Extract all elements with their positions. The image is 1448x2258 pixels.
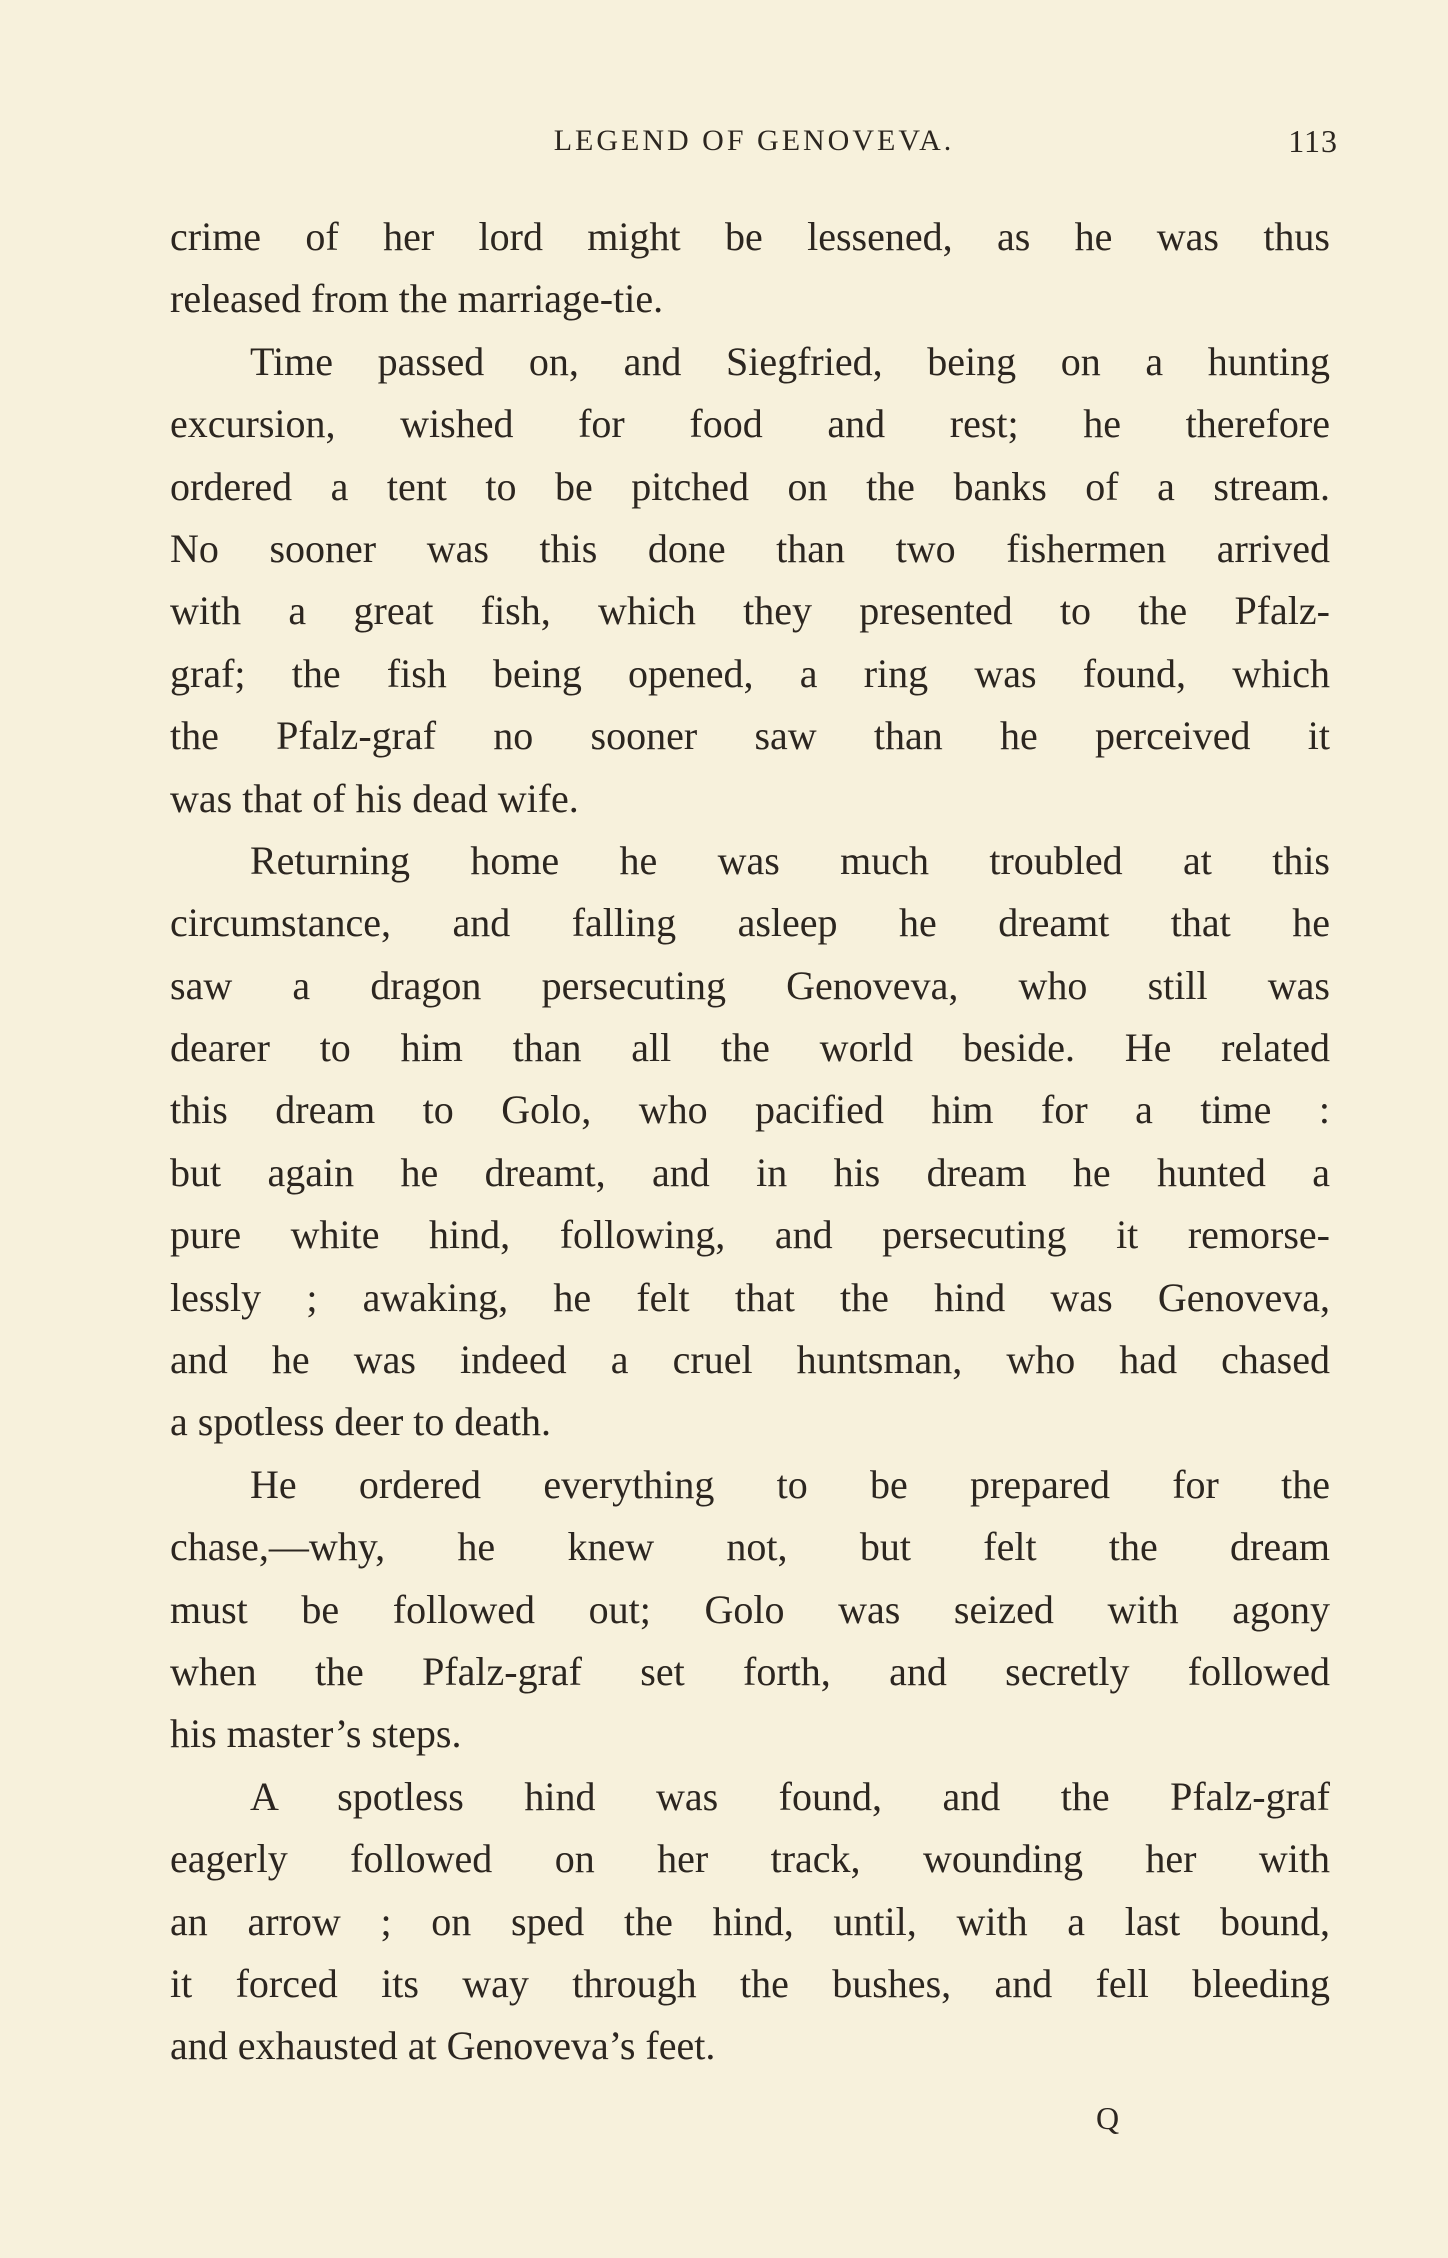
text-line: A spotless hind was found, and the Pfalz-graf bbox=[250, 1773, 1330, 1819]
text-line: Returning home he was much troubled at this bbox=[250, 837, 1330, 883]
text-line: released from the marriage-tie. bbox=[170, 276, 664, 322]
text-line: Time passed on, and Siegfried, being on a hunting bbox=[250, 338, 1330, 384]
text-line: when the Pfalz-graf set forth, and secretly followed bbox=[170, 1648, 1330, 1694]
text-line: this dream to Golo, who pacified him for a time : bbox=[170, 1087, 1330, 1133]
text-line: and he was indeed a cruel huntsman, who had chased bbox=[170, 1337, 1330, 1383]
text-line: He ordered everything to be prepared for the bbox=[250, 1461, 1330, 1507]
text-line: circumstance, and falling asleep he dreamt that he bbox=[170, 900, 1330, 946]
text-line: his master’s steps. bbox=[170, 1711, 462, 1757]
running-head bbox=[170, 116, 1338, 166]
page-number: 113 bbox=[1288, 123, 1338, 159]
text-line: and exhausted at Genoveva’s feet. bbox=[170, 2023, 716, 2069]
text-line: but again he dreamt, and in his dream he hunted a bbox=[170, 1149, 1330, 1195]
text-line: lessly ; awaking, he felt that the hind was Genoveva, bbox=[170, 1274, 1330, 1320]
text-line: crime of her lord might be lessened, as he was thus bbox=[170, 214, 1330, 259]
text-line: chase,—why, he knew not, but felt the dream bbox=[170, 1524, 1330, 1570]
text-line: No sooner was this done than two fishermen arrived bbox=[170, 525, 1330, 571]
text-line: must be followed out; Golo was seized with agony bbox=[170, 1586, 1330, 1632]
text-line: with a great fish, which they presented to the Pfalz- bbox=[170, 588, 1330, 634]
text-line: a spotless deer to death. bbox=[170, 1399, 551, 1445]
text-line: pure white hind, following, and persecuting it remorse- bbox=[170, 1212, 1330, 1258]
text-line: graf; the fish being opened, a ring was found, which bbox=[170, 650, 1330, 696]
text-line: saw a dragon persecuting Genoveva, who still was bbox=[170, 962, 1330, 1008]
text-line: ordered a tent to be pitched on the banks of a stream. bbox=[170, 463, 1330, 509]
running-title: LEGEND OF GENOVEVA. bbox=[553, 124, 955, 157]
text-line: excursion, wished for food and rest; he therefore bbox=[170, 401, 1330, 447]
text-line: was that of his dead wife. bbox=[170, 775, 579, 821]
signature-mark: Q bbox=[1096, 2100, 1120, 2136]
text-line: an arrow ; on sped the hind, until, with a last bound, bbox=[170, 1898, 1330, 1944]
text-line: the Pfalz-graf no sooner saw than he perceived it bbox=[170, 713, 1330, 759]
body-text bbox=[170, 206, 1330, 2078]
text-line: eagerly followed on her track, wounding her with bbox=[170, 1836, 1330, 1882]
text-line: dearer to him than all the world beside. He related bbox=[170, 1025, 1330, 1071]
text-line: it forced its way through the bushes, and fell bleeding bbox=[170, 1960, 1330, 2006]
